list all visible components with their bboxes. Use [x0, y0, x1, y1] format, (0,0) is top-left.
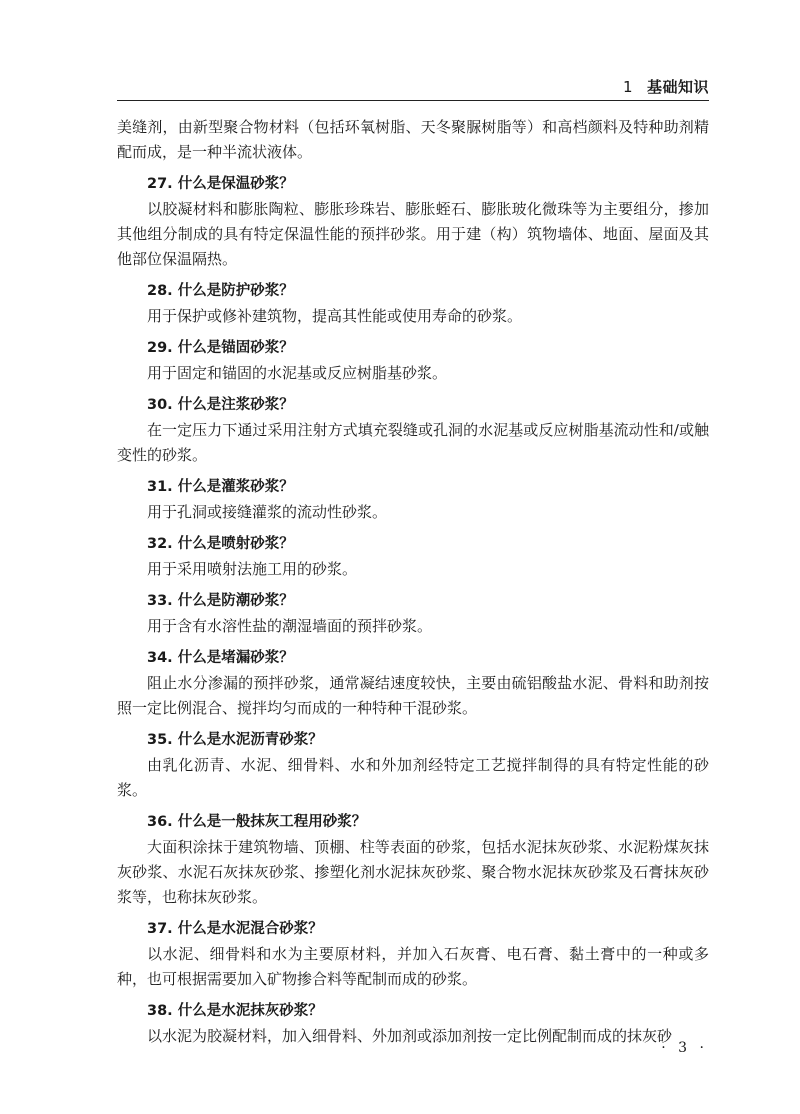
answer-text: 在一定压力下通过采用注射方式填充裂缝或孔洞的水泥基或反应树脂基流动性和/或触变性的砂浆。 [117, 421, 709, 464]
qa-item-38 [117, 999, 709, 1049]
qa-item-32 [117, 532, 709, 582]
qa-item-35 [117, 728, 709, 803]
page-number: · 3 · [661, 1040, 708, 1056]
intro-paragraph: 美缝剂，由新型聚合物材料（包括环氧树脂、天冬聚脲树脂等）和高档颜料及特种助剂精配而成，是一种半流状液体。 [117, 118, 709, 161]
answer-text: 阻止水分渗漏的预拌砂浆，通常凝结速度较快，主要由硫铝酸盐水泥、骨料和助剂按照一定比例混合、搅拌均匀而成的一种特种干混砂浆。 [117, 674, 709, 717]
answer-text: 用于保护或修补建筑物，提高其性能或使用寿命的砂浆。 [147, 307, 523, 325]
chapter-title: 基础知识 [646, 78, 709, 96]
question-heading: 28. 什么是防护砂浆？ [147, 283, 294, 299]
answer-text: 由乳化沥青、水泥、细骨料、水和外加剂经特定工艺搅拌制得的具有特定性能的砂浆。 [117, 756, 709, 799]
chapter-number: 1 [622, 78, 633, 96]
qa-item-31 [117, 475, 709, 525]
answer-text: 大面积涂抹于建筑物墙、顶棚、柱等表面的砂浆，包括水泥抹灰砂浆、水泥粉煤灰抹灰砂浆、水泥石灰抹灰砂浆、掺塑化剂水泥抹灰砂浆、聚合物水泥抹灰砂浆及石膏抹灰砂浆等，也称抹灰砂浆。 [117, 838, 709, 906]
question-heading: 35. 什么是水泥沥青砂浆？ [147, 732, 323, 748]
answer-text: 以水泥、细骨料和水为主要原材料，并加入石灰膏、电石膏、黏土膏中的一种或多种，也可根据需要加入矿物掺合料等配制而成的砂浆。 [117, 945, 709, 988]
qa-item-36 [117, 810, 709, 910]
answer-text: 以胶凝材料和膨胀陶粒、膨胀珍珠岩、膨胀蛭石、膨胀玻化微珠等为主要组分，掺加其他组分制成的具有特定保温性能的预拌砂浆。用于建（构）筑物墙体、地面、屋面及其他部位保温隔热。 [117, 200, 709, 268]
qa-item-33 [117, 589, 709, 639]
answer-text: 用于采用喷射法施工用的砂浆。 [147, 560, 358, 578]
qa-item-27 [117, 172, 709, 272]
question-heading: 27. 什么是保温砂浆？ [147, 176, 294, 192]
answer-text: 用于含有水溶性盐的潮湿墙面的预拌砂浆。 [147, 617, 433, 635]
answer-text: 以水泥为胶凝材料，加入细骨料、外加剂或添加剂按一定比例配制而成的抹灰砂 [147, 1027, 673, 1045]
question-heading: 31. 什么是灌浆砂浆？ [147, 479, 294, 495]
answer-text: 用于固定和锚固的水泥基或反应树脂基砂浆。 [147, 364, 448, 382]
qa-item-30 [117, 393, 709, 468]
qa-item-34 [117, 646, 709, 721]
answer-text: 用于孔洞或接缝灌浆的流动性砂浆。 [147, 503, 388, 521]
question-heading: 37. 什么是水泥混合砂浆？ [147, 921, 323, 937]
question-heading: 36. 什么是一般抹灰工程用砂浆？ [147, 814, 367, 830]
question-heading: 33. 什么是防潮砂浆？ [147, 593, 294, 609]
question-heading: 29. 什么是锚固砂浆？ [147, 340, 294, 356]
chapter-heading [623, 76, 709, 97]
question-heading: 38. 什么是水泥抹灰砂浆？ [147, 1003, 323, 1019]
running-header [117, 74, 709, 101]
qa-item-28 [117, 279, 709, 329]
question-heading: 32. 什么是喷射砂浆？ [147, 536, 294, 552]
qa-item-29 [117, 336, 709, 386]
question-heading: 34. 什么是堵漏砂浆？ [147, 650, 294, 666]
question-heading: 30. 什么是注浆砂浆？ [147, 397, 294, 413]
qa-item-37 [117, 917, 709, 992]
page-body [117, 115, 709, 1049]
